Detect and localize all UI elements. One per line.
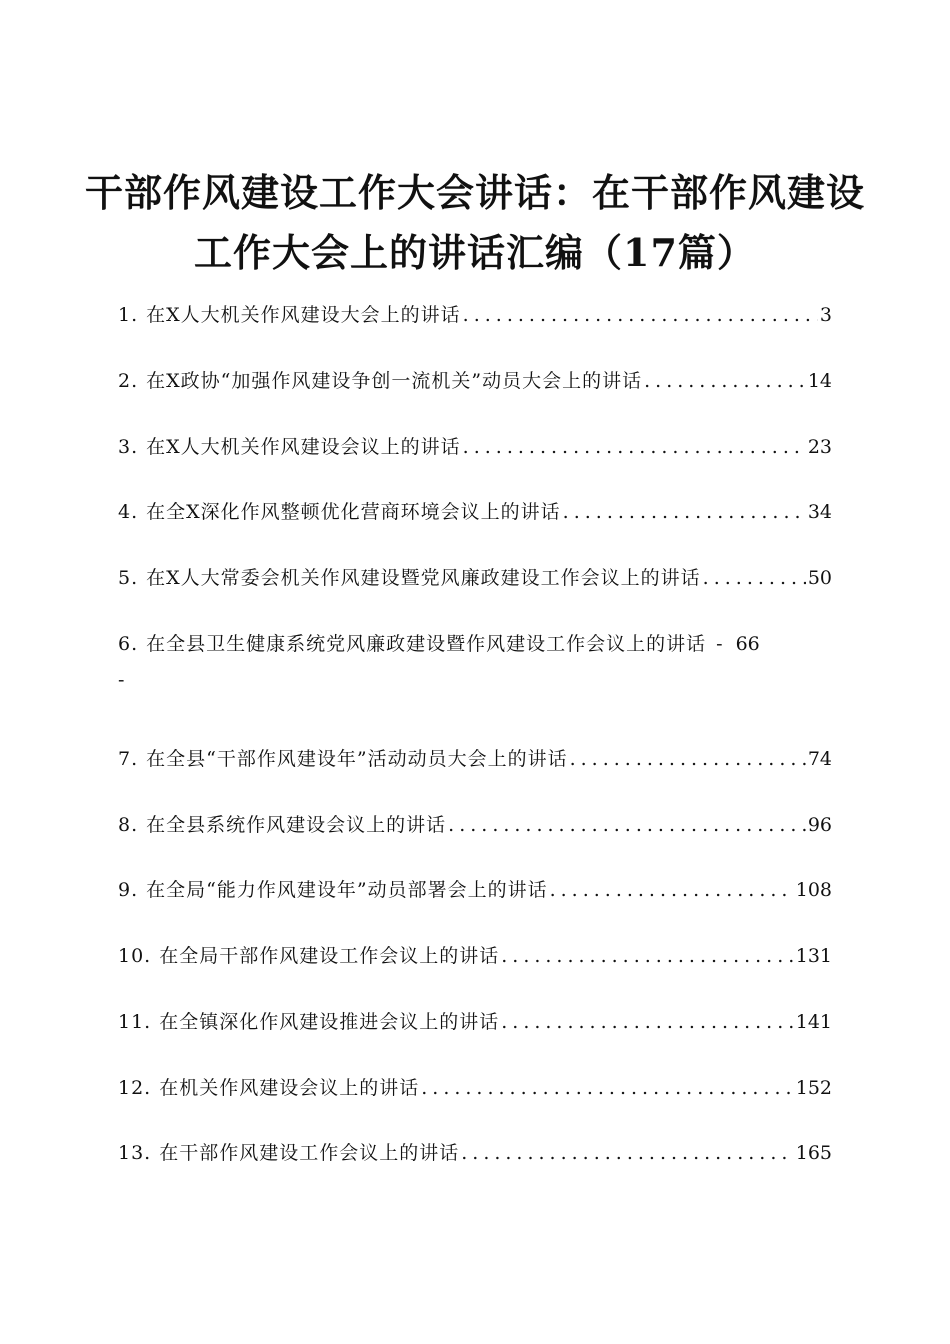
toc-entry-title: 在干部作风建设工作会议上的讲话	[159, 1142, 460, 1164]
toc-leader-dots	[461, 1142, 794, 1164]
toc-entry-number: 5.	[118, 567, 139, 589]
toc-entry[interactable]	[118, 744, 832, 774]
document-title-line-1: 干部作风建设工作大会讲话：在干部作风建设	[84, 170, 865, 215]
toc-leader-dots	[501, 945, 794, 967]
toc-leader-dots	[463, 436, 806, 458]
toc-entry-title: 在X政协“加强作风建设争创一流机关”动员大会上的讲话	[146, 370, 643, 392]
toc-entry-page: 14	[807, 370, 832, 392]
toc-entry-number: 9.	[118, 879, 139, 901]
toc-leader-dots	[448, 814, 806, 836]
toc-entry-number: 7.	[118, 748, 139, 770]
toc-leader-dots	[703, 567, 806, 589]
toc-entry[interactable]	[118, 810, 832, 840]
toc-entry-number: 1.	[118, 304, 139, 326]
toc-entry[interactable]	[118, 629, 832, 699]
toc-entry-number: 8.	[118, 814, 139, 836]
toc-entry-number: 3.	[118, 436, 139, 458]
toc-entry[interactable]	[118, 1138, 832, 1168]
toc-entry-title: 在全X深化作风整顿优化营商环境会议上的讲话	[146, 501, 561, 523]
toc-entry-title: 在全县卫生健康系统党风廉政建设暨作风建设工作会议上的讲话	[146, 633, 707, 655]
toc-entry[interactable]	[118, 941, 832, 971]
toc-entry-title: 在全局“能力作风建设年”动员部署会上的讲话	[146, 879, 548, 901]
toc-entry-title: 在全局干部作风建设工作会议上的讲话	[159, 945, 500, 967]
toc-entry-trailing-dash: -	[118, 669, 126, 691]
toc-entry[interactable]	[118, 563, 832, 593]
toc-entry-page: 34	[807, 501, 832, 523]
toc-entry-number: 2.	[118, 370, 139, 392]
toc-entry[interactable]	[118, 366, 832, 396]
toc-entry[interactable]	[118, 300, 832, 330]
toc-leader-dots	[563, 501, 806, 523]
toc-entry-number: 11.	[118, 1011, 152, 1033]
toc-entry-page: 3	[819, 304, 832, 326]
toc-entry-page: 74	[807, 748, 832, 770]
toc-entry[interactable]	[118, 1007, 832, 1037]
toc-leader-dots	[463, 304, 818, 326]
toc-entry-number: 4.	[118, 501, 139, 523]
toc-entry[interactable]	[118, 432, 832, 462]
toc-entry-number: 12.	[118, 1077, 152, 1099]
toc-leader-dots	[644, 370, 806, 392]
toc-entry-page: 66	[735, 633, 760, 655]
toc-entry-page: 50	[807, 567, 832, 589]
toc-entry[interactable]	[118, 875, 832, 905]
toc-entry-page: 131	[795, 945, 832, 967]
toc-entry-page: 96	[807, 814, 832, 836]
toc-entry-number: 10.	[118, 945, 152, 967]
toc-leader-dots	[570, 748, 806, 770]
toc-entry[interactable]	[118, 497, 832, 527]
toc-entry-number: 13.	[118, 1142, 152, 1164]
toc-entry-title: 在X人大机关作风建设大会上的讲话	[146, 304, 461, 326]
toc-entry-title: 在X人大机关作风建设会议上的讲话	[146, 436, 461, 458]
toc-entry[interactable]	[118, 1073, 832, 1103]
toc-entry-title: 在全县系统作风建设会议上的讲话	[146, 814, 447, 836]
toc-entry-title: 在机关作风建设会议上的讲话	[159, 1077, 420, 1099]
toc-entry-page: 23	[807, 436, 832, 458]
document-title-line-2: 工作大会上的讲话汇编（17篇）	[194, 230, 756, 275]
toc-leader-dots	[501, 1011, 794, 1033]
toc-leader-dots	[550, 879, 794, 901]
toc-leader-dots	[421, 1077, 794, 1099]
toc-entry-title: 在全县“干部作风建设年”活动动员大会上的讲话	[146, 748, 568, 770]
toc-entry-title: 在全镇深化作风建设推进会议上的讲话	[159, 1011, 500, 1033]
toc-entry-number: 6.	[118, 633, 139, 655]
toc-entry-separator: -	[716, 633, 724, 655]
toc-entry-page: 108	[795, 879, 832, 901]
toc-entry-page: 152	[795, 1077, 832, 1099]
toc-entry-page: 165	[795, 1142, 832, 1164]
toc-entry-title: 在X人大常委会机关作风建设暨党风廉政建设工作会议上的讲话	[146, 567, 701, 589]
toc-entry-page: 141	[795, 1011, 832, 1033]
